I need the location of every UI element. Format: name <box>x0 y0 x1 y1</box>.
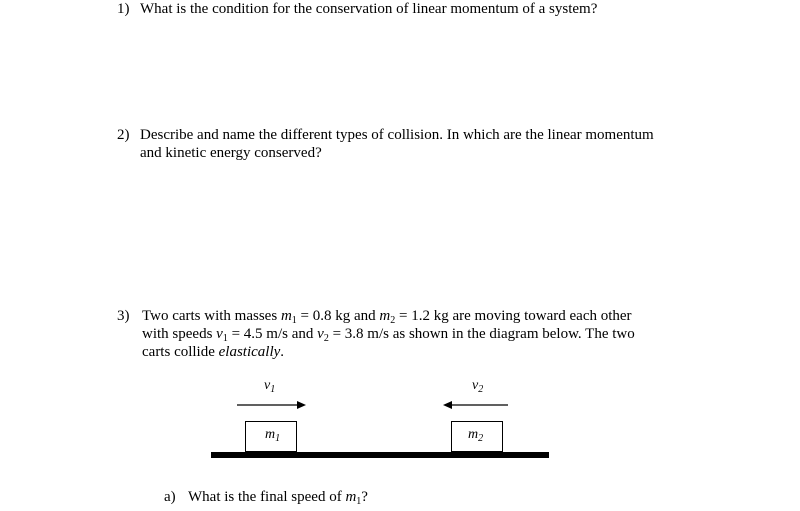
question-number: 2) <box>117 127 130 143</box>
question-text-line-3: carts collide elastically. <box>142 344 285 360</box>
question-text-line-2: and kinetic energy conserved? <box>140 145 322 161</box>
velocity-2-arrow <box>443 401 508 409</box>
ground-track <box>211 452 549 458</box>
question-text-line-1: Describe and name the different types of collision. In which are the linear momentum <box>140 127 654 143</box>
question-text: What is the condition for the conservation of linear momentum of a system? <box>140 1 598 17</box>
cart-1-label: $m_1$ <box>265 427 281 444</box>
velocity-1-label: $v_1$ <box>264 378 276 395</box>
velocity-1-arrow <box>237 401 306 409</box>
question-text: What is the final speed of $m_1$? <box>188 489 368 507</box>
question-text-line-2: with speeds $v_1 = 4.5$ m/s and $v_2 = 3.8$ m/s as shown in the diagram below. The two <box>142 326 635 344</box>
cart-2-label: $m_2$ <box>468 427 484 444</box>
cart-1 <box>245 421 297 452</box>
cart-2 <box>451 421 503 452</box>
velocity-2-label: $v_2$ <box>472 378 484 395</box>
question-number: 1) <box>117 1 130 17</box>
question-text-line-1: Two carts with masses $m_1 = 0.8$ kg and $m_2 = 1.2$ kg are moving toward each other <box>142 308 632 326</box>
question-number: 3) <box>117 308 130 324</box>
question-number: a) <box>164 489 176 505</box>
